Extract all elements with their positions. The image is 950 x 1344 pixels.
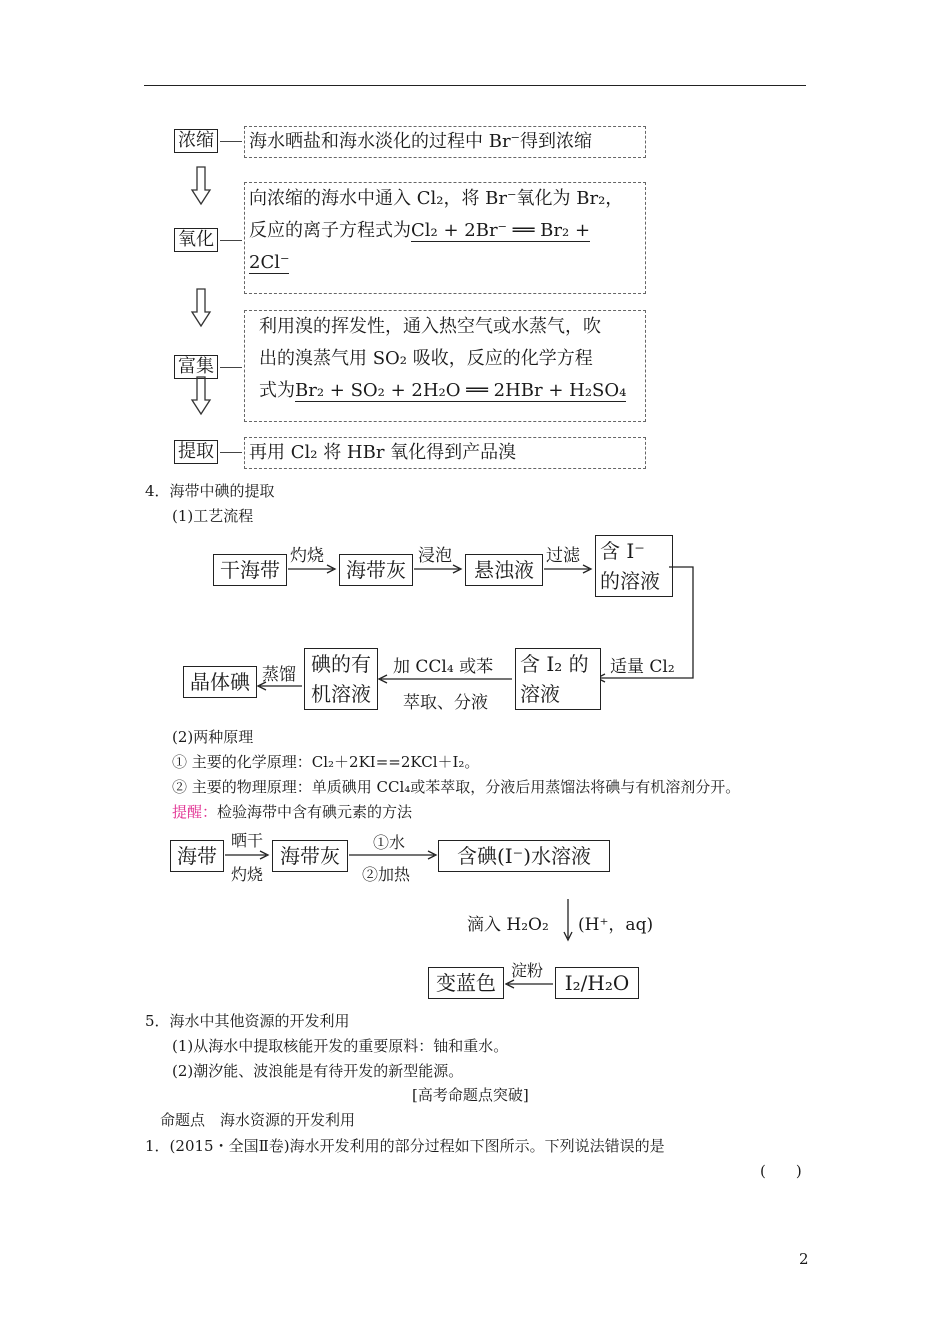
step-box-extract — [244, 437, 646, 469]
check-arrow-label: 淀粉 — [511, 961, 544, 980]
box-line: 含 I⁻ — [600, 539, 645, 563]
flow-arrow-label: 适量 Cl₂ — [610, 657, 675, 677]
check-arrow-label: ②加热 — [362, 865, 411, 884]
section-paragraph: (2)潮汐能、波浪能是有待开发的新型能源。 — [172, 1062, 464, 1080]
section-title: 4．海带中碘的提取 — [145, 482, 275, 500]
step-label-enrich: 富集 — [174, 355, 218, 379]
left-arrow-icon — [257, 680, 303, 692]
header-rule — [144, 85, 806, 86]
connector — [220, 452, 242, 453]
flow-arrow-label: 加 CCl₄ 或苯 — [393, 657, 494, 677]
step-text-prefix: 式为 — [259, 380, 295, 401]
principle-physical: ② 主要的物理原理：单质碘用 CCl₄或苯萃取，分液后用蒸馏法将碘与有机溶剂分开。 — [172, 778, 741, 796]
flow-box-dry-kelp: 干海带 — [213, 554, 287, 586]
flow-box-organic-iodine — [304, 648, 378, 710]
step-text: 利用溴的挥发性，通入热空气或水蒸气，吹 — [259, 316, 601, 337]
check-box-kelp-ash: 海带灰 — [272, 840, 348, 872]
connector — [220, 367, 242, 368]
step-label-concentrate: 浓缩 — [174, 129, 218, 153]
check-box-blue: 变蓝色 — [428, 967, 504, 999]
page-number: 2 — [799, 1250, 809, 1268]
ionic-equation-cont: 2Cl⁻ — [249, 252, 290, 273]
question-text: 1．(2015・全国Ⅱ卷)海水开发利用的部分过程如下图所示。下列说法错误的是 — [145, 1137, 665, 1155]
right-arrow-icon — [224, 849, 270, 861]
box-line: 溶液 — [520, 682, 560, 706]
left-arrow-icon — [378, 673, 514, 685]
step-text — [245, 247, 645, 279]
check-arrow-label: 灼烧 — [231, 865, 264, 884]
flow-arrow-label: 灼烧 — [290, 546, 324, 566]
flow-arrow-label: 萃取、分液 — [403, 693, 488, 713]
flow-box-iodine-solution — [515, 648, 601, 710]
down-arrow-icon — [190, 166, 212, 206]
down-arrow-icon — [562, 898, 574, 942]
tip-label: 提醒： — [172, 803, 218, 821]
chemical-equation: Br₂ + SO₂ + 2H₂O ══ 2HBr + H₂SO₄ — [295, 380, 627, 401]
step-box-oxidize — [244, 182, 646, 294]
right-arrow-icon — [543, 563, 593, 575]
down-arrow-icon — [190, 288, 212, 328]
step-text: 向浓缩的海水中通入 Cl₂，将 Br⁻氧化为 Br₂， — [249, 188, 624, 209]
check-arrow-label: (H⁺，aq) — [578, 915, 654, 935]
step-text: 海水晒盐和海水淡化的过程中 Br⁻得到浓缩 — [249, 131, 593, 152]
step-box-concentrate — [244, 126, 646, 158]
down-arrow-icon — [190, 376, 212, 416]
flow-box-suspension: 悬浊液 — [465, 554, 543, 586]
check-arrow-label: 滴入 H₂O₂ — [467, 915, 549, 935]
flow-arrow-label: 过滤 — [546, 546, 580, 566]
flow-box-crystal-iodine: 晶体碘 — [183, 666, 257, 698]
step-text: 出的溴蒸气用 SO₂ 吸收，反应的化学方程 — [259, 348, 593, 369]
step-text-prefix: 反应的离子方程式为 — [249, 220, 411, 241]
box-line: 含 I₂ 的 — [520, 652, 589, 676]
box-line: 的溶液 — [600, 569, 660, 593]
tip — [172, 802, 412, 822]
tip-text: 检验海带中含有碘元素的方法 — [217, 803, 413, 821]
step-text — [245, 215, 645, 247]
right-arrow-icon — [287, 563, 337, 575]
ionic-equation: Cl₂ + 2Br⁻ ══ Br₂ + — [411, 220, 591, 241]
connector — [220, 240, 242, 241]
step-box-enrich — [244, 310, 646, 422]
topic-heading: 命题点 海水资源的开发利用 — [160, 1111, 356, 1129]
check-box-iodide-water: 含碘(I⁻)水溶液 — [438, 840, 610, 872]
principle-chemical: ① 主要的化学原理：Cl₂＋2KI==2KCl＋I₂。 — [172, 753, 480, 771]
flow-arrow-label: 蒸馏 — [262, 665, 296, 685]
section-title: 5．海水中其他资源的开发利用 — [145, 1012, 350, 1030]
subsection-title: (2)两种原理 — [172, 728, 254, 746]
flow-arrow-label: 浸泡 — [418, 546, 452, 566]
right-arrow-icon — [348, 849, 438, 861]
breakthrough-heading: [高考命题点突破] — [412, 1086, 529, 1104]
section-paragraph: (1)从海水中提取核能开发的重要原料：铀和重水。 — [172, 1037, 509, 1055]
subsection-title: (1)工艺流程 — [172, 507, 254, 525]
connector — [220, 141, 242, 142]
step-label-oxidize: 氧化 — [174, 228, 218, 252]
box-line: 碘的有 — [311, 652, 371, 676]
check-arrow-label: ①水 — [373, 833, 406, 852]
flow-box-kelp-ash: 海带灰 — [339, 554, 413, 586]
box-line: 机溶液 — [311, 682, 371, 706]
step-label-extract: 提取 — [174, 440, 218, 464]
step-text: 再用 Cl₂ 将 HBr 氧化得到产品溴 — [249, 442, 517, 463]
check-box-kelp: 海带 — [170, 840, 224, 872]
answer-paren: ( ) — [760, 1162, 802, 1180]
check-box-iodine-water: I₂/H₂O — [555, 967, 639, 999]
right-arrow-icon — [413, 563, 463, 575]
left-arrow-icon — [505, 978, 555, 990]
check-arrow-label: 晒干 — [231, 831, 264, 850]
step-text — [245, 375, 645, 407]
